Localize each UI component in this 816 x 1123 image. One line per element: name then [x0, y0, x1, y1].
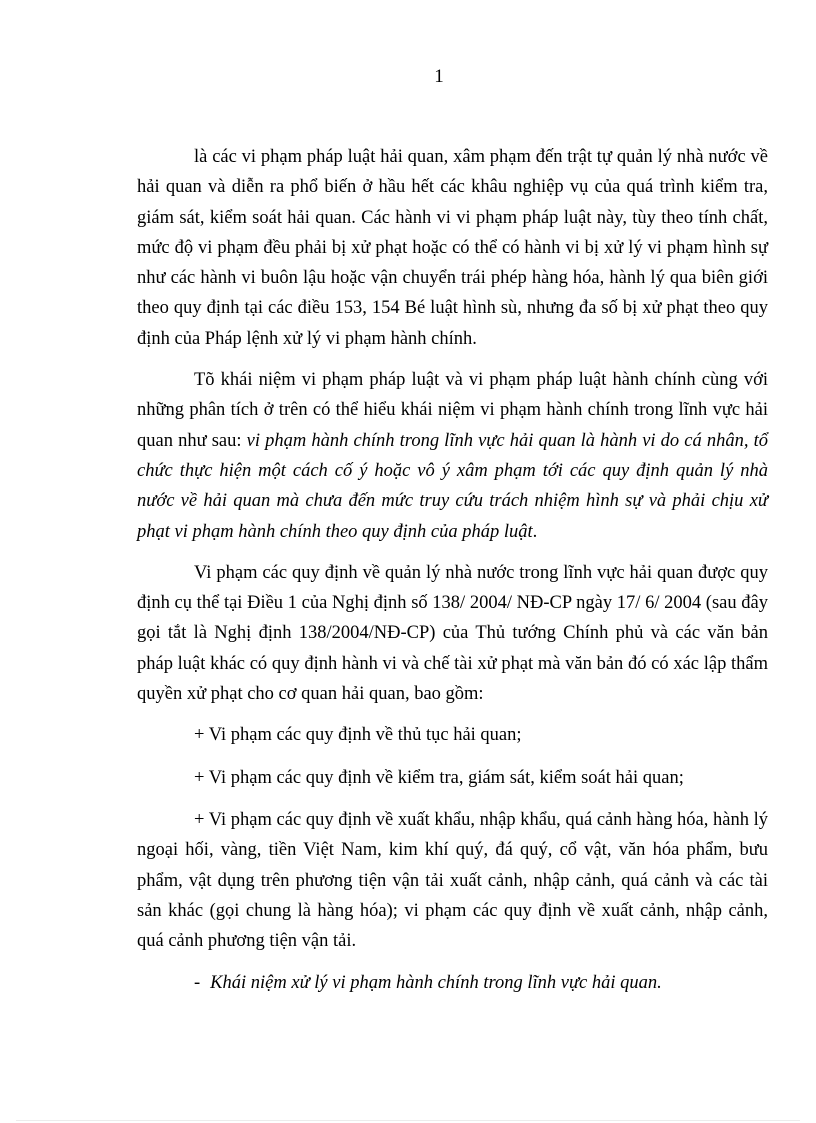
list-item-customs-procedures: + Vi phạm các quy định về thủ tục hải quan;	[194, 725, 522, 746]
dash-marker: -	[194, 973, 201, 994]
page-number: 1	[434, 66, 444, 87]
section-heading-text: Khái niệm xử lý vi phạm hành chính trong lĩnh vực hải quan.	[210, 973, 662, 994]
definition-intro: Tõ khái niệm vi phạm pháp luật và vi phạm pháp luật hành chính cùng với những phân tích ở trên có thể hiểu khái niệm vi phạm hành chính trong lĩnh vực hải quan như sau:	[137, 370, 768, 451]
paragraph-decree-reference: Vi phạm các quy định về quản lý nhà nước trong lĩnh vực hải quan được quy định cụ thể tại Điều 1 của Nghị định số 138/ 2004/ NĐ-CP ngày 17/ 6/ 2004 (sau đây gọi tắt là Nghị định 138/2004/NĐ-CP) của Thủ tướng Chính phủ và các văn bản pháp luật khác có quy định hành vi và chế tài xử phạt mà văn bản đó có xác lập thẩm quyền xử phạt cho cơ quan hải quan, bao gồm:	[137, 562, 768, 705]
list-item-import-export-transit: + Vi phạm các quy định về xuất khẩu, nhập khẩu, quá cảnh hàng hóa, hành lý ngoại hối, vàng, tiền Việt Nam, kim khí quý, đá quý, cổ vật, văn hóa phẩm, bưu phẩm, vật dụng trên phương tiện vận tải xuất cảnh, nhập cảnh, quá cảnh và các tài sản khác (gọi chung là hàng hóa); vi phạm các quy định về xuất cảnh, nhập cảnh, quá cảnh phương tiện vận tải.	[137, 809, 768, 952]
section-heading-handling-concept	[137, 968, 768, 998]
page-bottom-divider	[16, 1120, 800, 1121]
body-text	[137, 142, 768, 1010]
paragraph-violations-overview: là các vi phạm pháp luật hải quan, xâm phạm đến trật tự quản lý nhà nước về hải quan và diễn ra phổ biến ở hầu hết các khâu nghiệp vụ của quá trình kiểm tra, giám sát, kiểm soát hải quan. Các hành vi vi phạm pháp luật này, tùy theo tính chất, mức độ vi phạm đều phải bị xử phạt hoặc có thể có hành vi bị xử lý vi phạm hình sự như các hành vi buôn lậu hoặc vận chuyển trái phép hàng hóa, hành lý qua biên giới theo quy định tại các điều 153, 154 Bé luật hình sù, nhưng đa số bị xử phạt theo quy định của Pháp lệnh xử lý vi phạm hành chính.	[137, 147, 768, 349]
definition-italic: vi phạm hành chính trong lĩnh vực hải quan là hành vi do cá nhân, tổ chức thực hiện một cách cố ý hoặc vô ý xâm phạm tới các quy định quản lý nhà nước về hải quan mà chưa đến mức truy cứu trách nhiệm hình sự và phải chịu xử phạt vi phạm hành chính theo quy định của pháp luật	[137, 430, 768, 542]
definition-end: .	[532, 521, 538, 542]
list-item-inspection-supervision: + Vi phạm các quy định về kiểm tra, giám sát, kiểm soát hải quan;	[194, 767, 684, 788]
paragraph-definition	[137, 365, 768, 547]
